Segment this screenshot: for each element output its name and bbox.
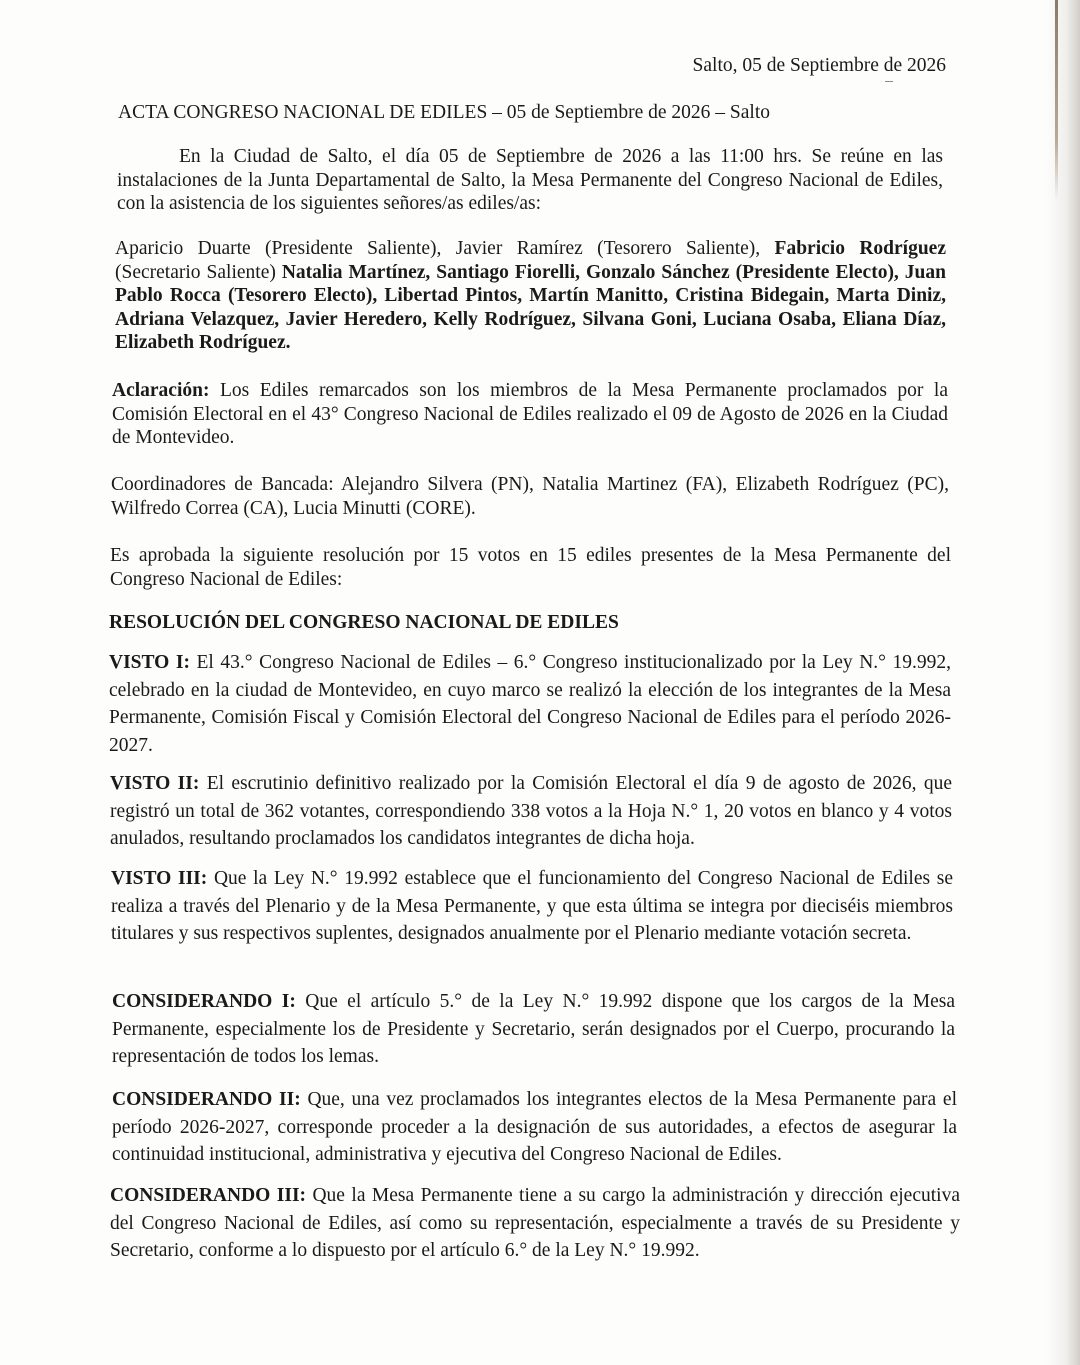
visto-2-text: El escrutinio definitivo realizado por la Comisión Electoral el día 9 de agosto de 2026, que registró un total de 362 votantes, correspondiendo 338 votos a la Hoja N.° 1, 20 votos en blanco y 4 votos anulados, resultando proclamados los candidatos integrantes de dicha hoja.	[110, 773, 952, 849]
coordinators-paragraph: Coordinadores de Bancada: Alejandro Silvera (PN), Natalia Martinez (FA), Elizabeth Rodríguez (PC), Wilfredo Correa (CA), Lucia Minutti (CORE).	[111, 474, 949, 519]
attendees-bold-2: Natalia Martínez, Santiago Fiorelli, Gonzalo Sánchez (Presidente Electo), Juan Pablo Rocca (Tesorero Electo), Libertad Pintos, Martín Manitto, Cristina Bidegain, Marta Diniz, Adriana Velazquez, Javier Heredero, Kelly Rodríguez, Silvana Goni, Luciana Osaba, Eliana Díaz, Elizabeth Rodríguez.	[115, 261, 946, 353]
visto-1-label: VISTO I:	[109, 652, 190, 673]
visto-3-label: VISTO III:	[111, 868, 208, 889]
attendees-paragraph	[115, 237, 946, 355]
considerando-2-paragraph	[112, 1086, 957, 1169]
considerando-1-text: Que el artículo 5.° de la Ley N.° 19.992 dispone que los cargos de la Mesa Permanente, especialmente los de Presidente y Secretario, serán designados por el Cuerpo, procurando la representación de todos los lemas.	[112, 991, 956, 1067]
page-edge-mark	[1055, 0, 1058, 200]
attendees-bold-1: Fabricio Rodríguez	[774, 238, 946, 259]
clarification-paragraph	[112, 379, 948, 450]
attendees-plain-2: (Secretario Saliente)	[115, 261, 282, 283]
visto-2-label: VISTO II:	[110, 773, 200, 794]
visto-2-paragraph	[110, 770, 952, 853]
considerando-2-text: Que, una vez proclamados los integrantes electos de la Mesa Permanente para el período 2026-2027, corresponde proceder a la designación de sus autoridades, a efectos de asegurar la continuidad institucional, administrativa y ejecutiva del Congreso Nacional de Ediles.	[112, 1089, 957, 1165]
considerando-3-paragraph	[110, 1182, 960, 1265]
considerando-3-text: Que la Mesa Permanente tiene a su cargo la administración y dirección ejecutiva del Congreso Nacional de Ediles, así como su representación, especialmente a través de su Presidente y Secretario, conforme a lo dispuesto por el artículo 6.° de la Ley N.° 19.992.	[110, 1185, 960, 1261]
visto-1-text: El 43.° Congreso Nacional de Ediles – 6.° Congreso institucionalizado por la Ley N.° 19.992, celebrado en la ciudad de Montevideo, en cuyo marco se realizó la elección de los integrantes de la Mesa Permanente, Comisión Fiscal y Comisión Electoral del Congreso Nacional de Ediles para el período 2026-2027.	[109, 652, 952, 756]
intro-text: En la Ciudad de Salto, el día 05 de Septiembre de 2026 a las 11:00 hrs. Se reúne en las instalaciones de la Junta Departamental de Salto, la Mesa Permanente del Congreso Nacional de Ediles, con la asistencia de los siguientes señores/as ediles/as:	[117, 146, 943, 214]
document-title: ACTA CONGRESO NACIONAL DE EDILES – 05 de Septiembre de 2026 – Salto	[118, 102, 770, 123]
date-line: Salto, 05 de Septiembre de 2026	[692, 55, 946, 76]
visto-1-paragraph	[109, 649, 951, 759]
attendees-plain: Aparicio Duarte (Presidente Saliente), Javier Ramírez (Tesorero Saliente),	[115, 238, 775, 259]
visto-3-text: Que la Ley N.° 19.992 establece que el funcionamiento del Congreso Nacional de Ediles se realiza a través del Plenario y de la Mesa Permanente, y que esta última se integra por dieciséis miembros titulares y sus respectivos suplentes, designados anualmente por el Plenario mediante votación secreta.	[111, 868, 953, 944]
stray-mark	[885, 81, 893, 82]
approval-paragraph: Es aprobada la siguiente resolución por 15 votos en 15 ediles presentes de la Mesa Permanente del Congreso Nacional de Ediles:	[110, 545, 951, 590]
considerando-1-label: CONSIDERANDO I:	[112, 991, 296, 1012]
resolution-heading: RESOLUCIÓN DEL CONGRESO NACIONAL DE EDILES	[109, 612, 619, 633]
considerando-3-label: CONSIDERANDO III:	[110, 1185, 307, 1206]
visto-3-paragraph	[111, 865, 953, 948]
clarification-text: Los Ediles remarcados son los miembros de la Mesa Permanente proclamados por la Comisión Electoral en el 43° Congreso Nacional de Ediles realizado el 09 de Agosto de 2026 en la Ciudad de Montevideo.	[112, 380, 948, 448]
intro-paragraph	[117, 145, 943, 216]
considerando-2-label: CONSIDERANDO II:	[112, 1089, 301, 1110]
considerando-1-paragraph	[112, 988, 955, 1071]
page-edge-shadow	[1046, 0, 1080, 1365]
clarification-label: Aclaración:	[112, 380, 210, 401]
